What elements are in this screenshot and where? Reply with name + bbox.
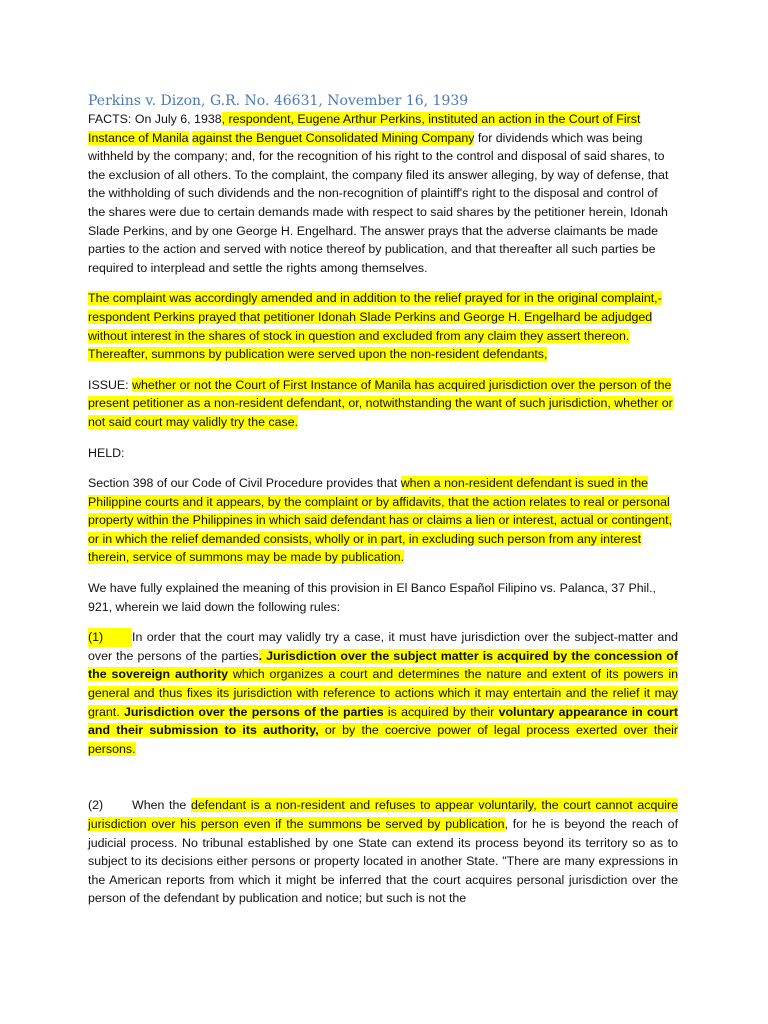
document-page — [88, 92, 678, 920]
facts-paragraph: FACTS: On July 6, 1938, respondent, Eugene Arthur Perkins, instituted an action in the Court of First Instance of Manila against the Benguet Consolidated Mining Company for dividends which was being withheld by the company; and, for the recognition of his right to the control and disposal of said shares, to the exclusion of all others. To the complaint, the company filed its answer alleging, by way of defense, that the withholding of such dividends and the non-recognition of plaintiff's right to the disposal and control of the shares were due to certain demands made with respect to said shares by the petitioner herein, Idonah Slade Perkins, and by one George H. Engelhard. The answer prays that the adverse claimants be made parties to the action and served with notice thereof by publication, and that thereafter all such parties be required to interplead and settle the rights among themselves. — [88, 112, 669, 275]
facts-label: FACTS: — [88, 112, 135, 126]
highlighted-text: defendant is a non-resident and refuses to appear voluntarily, the court cannot acquire jurisdiction over his person even if the summons be served by publication — [88, 798, 679, 831]
highlighted-text: against the Benguet Consolidated Mining Company — [192, 130, 475, 145]
rule-number: (1) — [88, 628, 132, 647]
rule-1-paragraph: (1) In order that the court may validly try a case, it must have jurisdiction over the subject-matter and over the persons of the parties. Jurisdiction over the subject matter is acquired by the concession of the sovereign authority which organizes a court and determines the nature and extent of its powers in general and thus fixes its jurisdiction with reference to actions which it may entertain and the relief it may grant. Jurisdiction over the persons of the parties is acquired by their voluntary appearance in court and their submission to its authority, or by the coercive power of legal process exerted over their persons. — [88, 630, 679, 756]
highlighted-text: whether or not the Court of First Instance of Manila has acquired jurisdiction over the person of the present petitioner as a non-resident defendant, or, notwithstanding the want of such jurisdiction, whether or not said court may validly try the case. — [88, 377, 673, 429]
highlighted-text: is acquired by their — [383, 704, 499, 719]
held-heading: HELD: — [88, 445, 125, 460]
highlighted-text: The complaint was accordingly amended and in addition to the relief prayed for in the original complaint,-respondent Perkins prayed that petitioner Idonah Slade Perkins and George H. Engelhard be adjudged without interest in the shares of stock in question and excluded from any claim they assert thereon. Thereafter, summons by publication were served upon the non-resident defendants, — [88, 291, 662, 362]
highlighted-text: , respondent, Eugene Arthur Perkins, instituted an action in the Court of First Instance of Manila — [88, 112, 641, 145]
section-398-paragraph: Section 398 of our Code of Civil Procedure provides that when a non-resident defendant is sued in the Philippine courts and it appears, by the complaint or by affidavits, that the action relates to real or personal property within the Philippines in which said defendant has or claims a lien or interest, actual or contingent, or in which the relief demanded consists, wholly or in part, in excluding such person from any interest therein, service of summons may be made by publication. — [88, 476, 673, 565]
issue-label: ISSUE: — [88, 377, 133, 392]
highlighted-text: which organizes a court and determines the nature and extent of its powers in general and thus fixes its jurisdiction with reference to actions which it may entertain and the relief it may grant. — [88, 667, 678, 719]
highlighted-text: Jurisdiction over the persons of the parties — [123, 704, 384, 719]
case-title: Perkins v. Dizon, G.R. No. 46631, November 16, 1939 — [88, 93, 469, 109]
highlighted-text: voluntary appearance in court and their submission to its authority, — [88, 704, 678, 738]
highlighted-text: or by the coercive power of legal process exerted over their persons. — [88, 723, 679, 756]
issue-paragraph — [88, 376, 678, 432]
explanation-paragraph: We have fully explained the meaning of this provision in El Banco Español Filipino vs. Palanca, 37 Phil., 921, wherein we laid down the following rules: — [88, 581, 656, 614]
spacer — [88, 770, 678, 796]
highlighted-text: . Jurisdiction over the subject matter is acquired by the concession of the sovereign authority — [88, 648, 679, 682]
rule-2-paragraph: (2) When the defendant is a non-resident and refuses to appear voluntarily, the court cannot acquire jurisdiction over his person even if the summons be served by publication, for he is beyond the reach of judicial process. No tribunal established by one State can extend its process beyond its territory so as to subject to its decisions either persons or property located in another State. "There are many expressions in the American reports from which it might be inferred that the court acquires personal jurisdiction over the person of the defendant by publication and notice; but such is not the — [88, 798, 679, 906]
highlighted-text: when a non-resident defendant is sued in the Philippine courts and it appears, by the complaint or by affidavits, that the action relates to real or personal property within the Philippines in which said defendant has or claims a lien or interest, actual or contingent, or in which the relief demanded consists, wholly or in part, in excluding such person from any interest therein, service of summons may be made by publication. — [88, 476, 673, 565]
complaint-paragraph — [88, 289, 678, 363]
rule-number: (2) — [88, 798, 104, 813]
